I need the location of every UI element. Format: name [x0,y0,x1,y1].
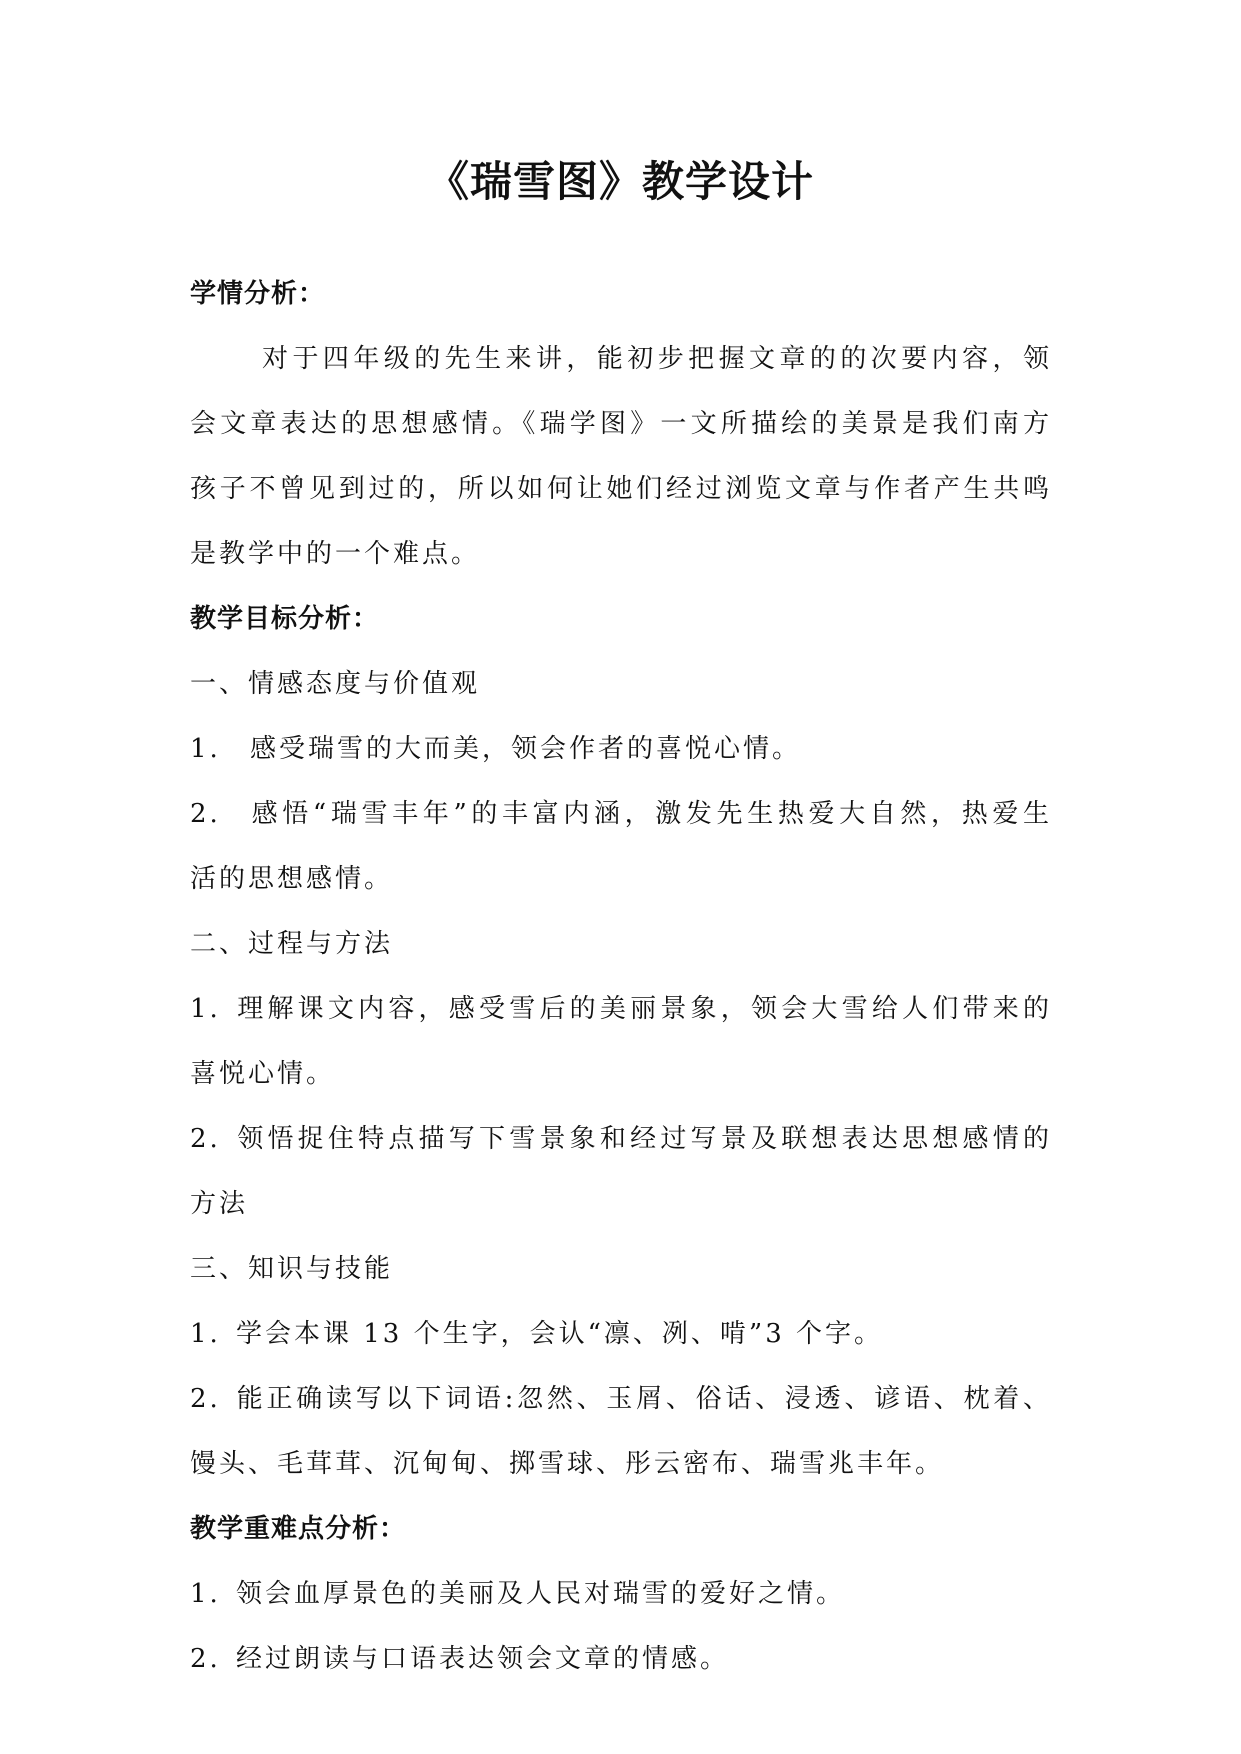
learning-analysis-line-4: 是教学中的一个难点。 [190,539,481,569]
goals-part2-title: 二、过程与方法 [190,929,394,959]
key-points-heading: 教学重难点分析： [190,1514,407,1544]
key-points-item-1 [190,1562,1052,1627]
list-number: 2. [190,1384,221,1414]
list-number: 1. [190,994,221,1024]
goals-part1-item-2-cont: 活的思想感情。 [190,864,394,894]
learning-analysis-line-2: 会文章表达的思想感情。《瑞学图》一文所描绘的美景是我们南方 [190,409,1052,439]
list-number: 1. [190,1319,221,1349]
list-text: 领会血厚景色的美丽及人民对瑞雪的爱好之情。 [236,1579,846,1609]
list-text: 经过朗读与口语表达领会文章的情感。 [236,1644,730,1674]
list-text: 理解课文内容，感受雪后的美丽景象，领会大雪给人们带来的 [236,994,1052,1024]
list-number: 2. [190,1124,221,1154]
document-body [190,262,1052,1692]
goals-part1-item-1 [190,717,1052,782]
document-title: 《瑞雪图》教学设计 [426,157,814,206]
learning-analysis-heading: 学情分析： [190,279,326,309]
list-text: 感悟“瑞雪丰年”的丰富内涵，激发先生热爱大自然，热爱生 [250,799,1052,829]
goals-part2-item-2-cont: 方法 [190,1189,249,1219]
goals-part3-title: 三、知识与技能 [190,1254,394,1284]
goals-part2-item-2 [190,1107,1052,1172]
list-number: 2. [190,799,221,829]
goals-part3-item-1 [190,1302,1052,1367]
list-text: 学会本课 13 个生字，会认“凛、冽、啃”3 个字。 [236,1319,884,1349]
goals-part2-item-1-cont: 喜悦心情。 [190,1059,336,1089]
learning-analysis-line-1: 对于四年级的先生来讲，能初步把握文章的的次要内容，领 [262,344,1052,374]
list-number: 1. [190,734,221,764]
goals-part3-item-2 [190,1367,1052,1432]
goals-part1-item-2 [190,782,1052,847]
goals-part3-item-2-cont: 馒头、毛茸茸、沉甸甸、掷雪球、彤云密布、瑞雪兆丰年。 [190,1449,945,1479]
list-text: 能正确读写以下词语:忽然、玉屑、俗话、浸透、谚语、枕着、 [236,1384,1052,1414]
list-text: 感受瑞雪的大而美，领会作者的喜悦心情。 [250,734,802,764]
learning-analysis-line-3: 孩子不曾见到过的，所以如何让她们经过浏览文章与作者产生共鸣 [190,474,1052,504]
list-number: 1. [190,1579,221,1609]
list-number: 2. [190,1644,221,1674]
goals-heading: 教学目标分析： [190,604,380,634]
list-text: 领悟捉住特点描写下雪景象和经过写景及联想表达思想感情的 [236,1124,1052,1154]
goals-part1-title: 一、情感态度与价值观 [190,669,481,699]
goals-part2-item-1 [190,977,1052,1042]
key-points-item-2 [190,1627,1052,1692]
